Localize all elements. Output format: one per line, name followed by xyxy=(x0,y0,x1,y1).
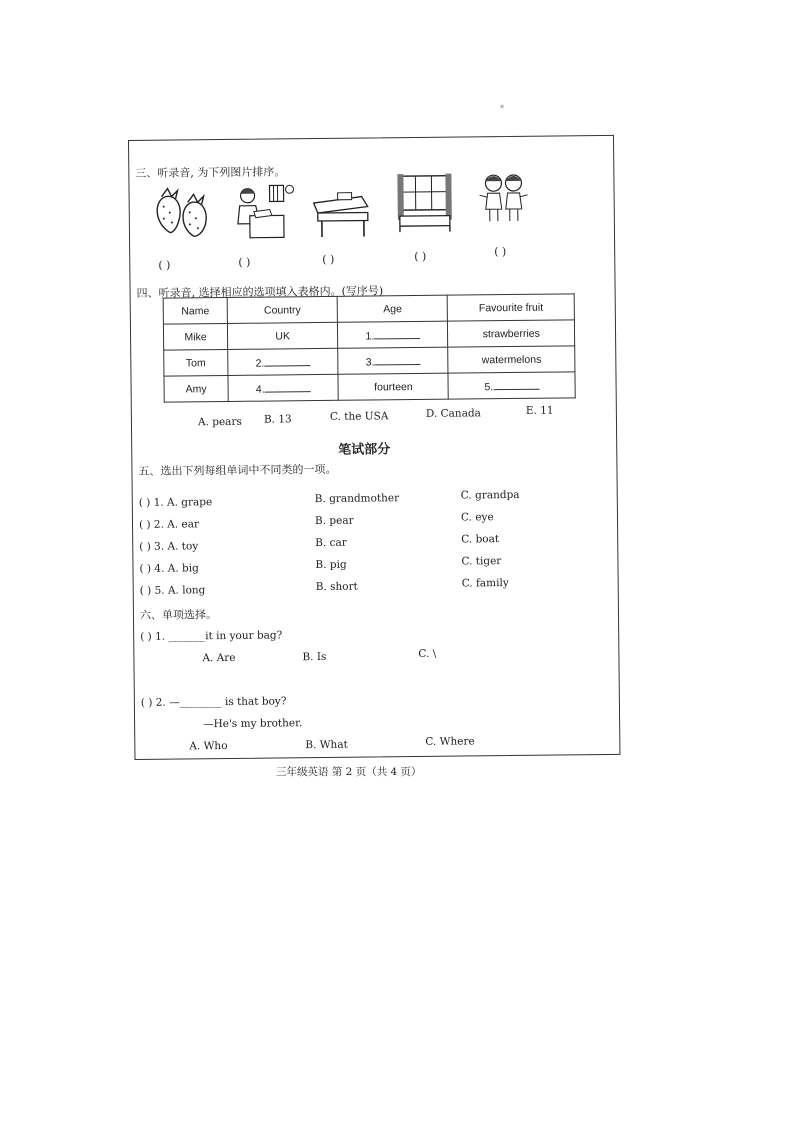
page-footer: 三年级英语 第 2 页（共 4 页） xyxy=(276,766,422,778)
q5-3-option-c: C. boat xyxy=(461,533,500,546)
children-picture xyxy=(475,169,534,226)
option-b: B. 13 xyxy=(263,413,292,426)
picture-order-blank-2[interactable]: ( ) xyxy=(238,255,251,269)
q6-2-option-a: A. Who xyxy=(189,739,228,753)
blank-number: 4. xyxy=(255,383,265,396)
info-table xyxy=(163,293,576,402)
girl-reading-picture xyxy=(225,179,296,242)
option-c: C. the USA xyxy=(329,410,389,423)
table-cell: watermelons xyxy=(448,346,575,373)
blank-number: 1. xyxy=(365,329,375,343)
answer-line[interactable] xyxy=(374,327,420,338)
table-cell: strawberries xyxy=(448,320,575,347)
table-cell-blank[interactable] xyxy=(338,321,448,348)
answer-line[interactable] xyxy=(493,378,539,389)
q6-1-stem[interactable]: ( ) 1. _______it in your bag? xyxy=(140,629,283,643)
picture-order-blank-1[interactable]: ( ) xyxy=(158,258,171,272)
blank-number: 3. xyxy=(365,355,375,369)
table-header-cell: Country xyxy=(227,296,337,323)
q5-3-option-b: B. car xyxy=(315,536,347,550)
q5-1-option-c: C. grandpa xyxy=(460,488,520,502)
q6-1-option-b: B. Is xyxy=(302,650,327,664)
q5-1-option-b: B. grandmother xyxy=(314,492,400,506)
table-cell-blank[interactable] xyxy=(338,347,448,374)
window-bed-picture xyxy=(395,172,456,235)
written-section-title: 笔试部分 xyxy=(338,442,391,458)
table-cell-blank[interactable] xyxy=(228,374,338,401)
table-cell: Amy xyxy=(164,375,228,402)
q5-2-option-c: C. eye xyxy=(460,511,494,524)
q5-2-option-b: B. pear xyxy=(314,514,354,528)
table-cell: Mike xyxy=(163,323,227,350)
table-cell-blank[interactable] xyxy=(448,372,575,399)
exam-page xyxy=(128,135,620,760)
answer-line[interactable] xyxy=(264,355,310,366)
section5-heading: 五、选出下列每组单词中不同类的一项。 xyxy=(138,462,337,478)
q5-3-stem[interactable]: ( ) 3. A. toy xyxy=(139,540,199,553)
table-cell: Tom xyxy=(164,349,228,376)
q5-1-stem[interactable]: ( ) 1. A. grape xyxy=(138,496,213,509)
q6-2-option-c: C. Where xyxy=(425,735,475,748)
blank-number: 5. xyxy=(484,380,494,393)
scan-speck: * xyxy=(500,104,504,113)
blank-number: 2. xyxy=(255,357,265,370)
answer-line[interactable] xyxy=(374,353,420,364)
table-header-cell: Name xyxy=(163,297,227,324)
q6-1-option-c: C. \ xyxy=(418,647,437,660)
table-header-cell: Favourite fruit xyxy=(448,294,575,321)
strawberries-picture xyxy=(149,182,212,241)
q5-2-stem[interactable]: ( ) 2. A. ear xyxy=(138,518,200,531)
picture-order-blank-3[interactable]: ( ) xyxy=(322,252,335,266)
option-a: A. pears xyxy=(197,415,242,429)
q5-5-option-c: C. family xyxy=(461,577,509,590)
q6-1-option-a: A. Are xyxy=(202,651,236,665)
section6-heading: 六、单项选择。 xyxy=(139,608,218,622)
q6-2-stem[interactable]: ( ) 2. —________ is that boy? xyxy=(140,695,287,709)
table-row xyxy=(164,372,575,402)
option-d: D. Canada xyxy=(425,407,481,420)
option-e: E. 11 xyxy=(525,404,554,417)
table-cell: fourteen xyxy=(338,373,448,400)
section4-heading: 四、听录音, 选择相应的选项填入表格内。(写序号) xyxy=(136,284,384,300)
table-header-cell: Age xyxy=(337,295,447,322)
table-cell-blank[interactable] xyxy=(228,348,338,375)
q5-5-option-b: B. short xyxy=(315,580,358,594)
q5-4-option-b: B. pig xyxy=(315,558,347,572)
picture-order-blank-4[interactable]: ( ) xyxy=(414,249,427,264)
answer-line[interactable] xyxy=(265,381,311,392)
desk-picture xyxy=(307,184,372,239)
q6-2-answer: —He's my brother. xyxy=(203,717,303,731)
q5-4-stem[interactable]: ( ) 4. A. big xyxy=(139,562,199,575)
table-cell: UK xyxy=(227,322,337,349)
q6-2-option-b: B. What xyxy=(305,738,348,752)
picture-order-blank-5[interactable]: ( ) xyxy=(494,245,507,259)
section3-heading: 三、听录音, 为下列图片排序。 xyxy=(135,165,286,180)
q5-4-option-c: C. tiger xyxy=(461,555,502,568)
q5-5-stem[interactable]: ( ) 5. A. long xyxy=(139,584,206,597)
